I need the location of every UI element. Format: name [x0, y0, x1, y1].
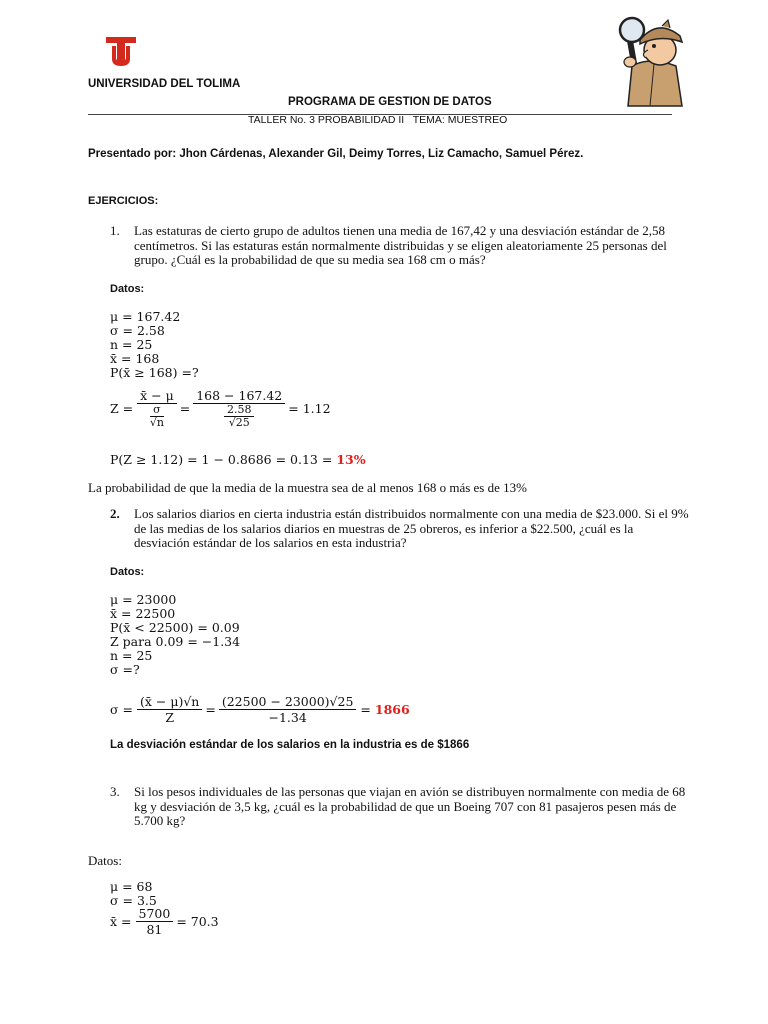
- z-numeric-sub-fraction: [224, 404, 255, 429]
- exercise-3-number: 3.: [110, 784, 120, 799]
- exercise-1-z-formula: [110, 388, 331, 429]
- program-title: PROGRAMA DE GESTION DE DATOS: [288, 96, 492, 108]
- z-equals: =: [179, 401, 191, 416]
- exercise-2-conclusion: La desviación estándar de los salarios en la industria es de $1866: [110, 739, 470, 751]
- data-line: σ =?: [110, 662, 140, 677]
- exercise-1-conclusion: La probabilidad de que la media de la muestra sea de al menos 168 o más es de 13%: [88, 480, 527, 495]
- authors-line: Presentado por: Jhon Cárdenas, Alexander Gil, Deimy Torres, Liz Camacho, Samuel Pérez.: [88, 148, 584, 160]
- data-line: μ = 167.42: [110, 309, 181, 324]
- exercise-2-statement: Los salarios diarios en cierta industria están distribuidos normalmente con una media de $23.000. Si el 9% de las medias de los salarios diarios en muestras de 25 obreros, es inferior a $22.500, ¿cuál es la desviación estándar de los salarios en esta industria?: [134, 506, 689, 550]
- data-line: P(x̄ < 22500) = 0.09: [110, 620, 240, 635]
- probability-expression: P(Z ≥ 1.12) = 1 − 0.8686 = 0.13 =: [110, 452, 333, 467]
- xbar-result: = 70.3: [176, 914, 219, 929]
- sigma-fraction-symbolic: [137, 694, 202, 725]
- sigma-equals-2: =: [360, 702, 371, 717]
- z-lhs: Z =: [110, 401, 134, 416]
- exercise-3-statement: Si los pesos individuales de las personas que viajan en avión se distribuyen normalmente con media de 68 kg y desviación de 3,5 kg, ¿cuál es la probabilidad de que un Boeing 707 con 81 pasajeros pesen más de 5.700 kg?: [134, 784, 686, 828]
- exercise-1-statement: Las estaturas de cierto grupo de adultos tienen una media de 167,42 y una desviación estándar de 2,58 centímetros. Si las estaturas están normalmente distribuidas y se eligen aleatoriamente 25 personas del grupo. ¿Cuál es la probabilidad de que su media sea 168 cm o más?: [134, 223, 667, 267]
- z-fraction-symbolic: [137, 388, 177, 429]
- data-line: x̄ = 22500: [110, 606, 176, 621]
- university-name: UNIVERSIDAD DEL TOLIMA: [88, 78, 241, 90]
- z-numeric-denominator: [221, 404, 258, 429]
- exercise-1-number: 1.: [110, 223, 120, 238]
- xbar-lhs: x̄ =: [110, 914, 132, 929]
- xbar-numerator: 5700: [136, 906, 174, 922]
- data-line: μ = 68: [110, 879, 153, 894]
- z-sub-fraction: [147, 404, 167, 429]
- exercise-3-xbar-formula: [110, 906, 219, 937]
- detective-illustration: [610, 8, 690, 108]
- z-numeric-sub-denominator: √25: [228, 416, 250, 429]
- exercises-heading: EJERCICIOS:: [88, 195, 159, 207]
- z-sub-denominator: √n: [149, 416, 164, 429]
- sigma-numeric-denominator: −1.34: [268, 710, 307, 725]
- z-sub-numerator: σ: [150, 404, 164, 417]
- exercise-2-datos-label: Datos:: [110, 566, 145, 578]
- data-line: x̄ = 168: [110, 351, 160, 366]
- z-numerator: x̄ − μ: [137, 388, 177, 404]
- data-line: n = 25: [110, 337, 153, 352]
- workshop-title: TALLER No. 3 PROBABILIDAD II TEMA: MUESTREO: [248, 114, 508, 126]
- xbar-denominator: 81: [146, 922, 163, 937]
- z-fraction-numeric: [193, 388, 285, 429]
- exercise-3-datos-label: Datos:: [88, 853, 122, 868]
- z-result: = 1.12: [288, 401, 331, 416]
- exercise-2-data: [110, 593, 240, 677]
- sigma-result: 1866: [374, 702, 410, 717]
- data-line: n = 25: [110, 648, 153, 663]
- z-numeric-numerator: 168 − 167.42: [193, 388, 285, 404]
- exercise-1-datos-label: Datos:: [110, 283, 145, 295]
- exercise-3-data: [110, 880, 157, 908]
- data-line: μ = 23000: [110, 592, 177, 607]
- exercise-1-probability: [110, 452, 366, 467]
- exercise-2-sigma-formula: [110, 694, 410, 725]
- university-logo: [104, 34, 138, 68]
- exercise-1-data: [110, 310, 199, 380]
- data-line: σ = 2.58: [110, 323, 165, 338]
- sigma-lhs: σ =: [110, 702, 133, 717]
- sigma-equals: =: [205, 702, 216, 717]
- probability-result: 13%: [336, 452, 366, 467]
- data-line: P(x̄ ≥ 168) =?: [110, 365, 199, 380]
- sigma-fraction-numeric: [219, 694, 357, 725]
- sigma-numerator: (x̄ − μ)√n: [137, 694, 202, 710]
- z-numeric-sub-numerator: 2.58: [224, 404, 255, 417]
- data-line: Z para 0.09 = −1.34: [110, 634, 241, 649]
- sigma-denominator: Z: [165, 710, 175, 725]
- data-line: σ = 3.5: [110, 893, 157, 908]
- sigma-numeric-numerator: (22500 − 23000)√25: [219, 694, 357, 710]
- xbar-fraction: [136, 906, 174, 937]
- z-denominator: [144, 404, 170, 429]
- exercise-2-number: 2.: [110, 506, 120, 521]
